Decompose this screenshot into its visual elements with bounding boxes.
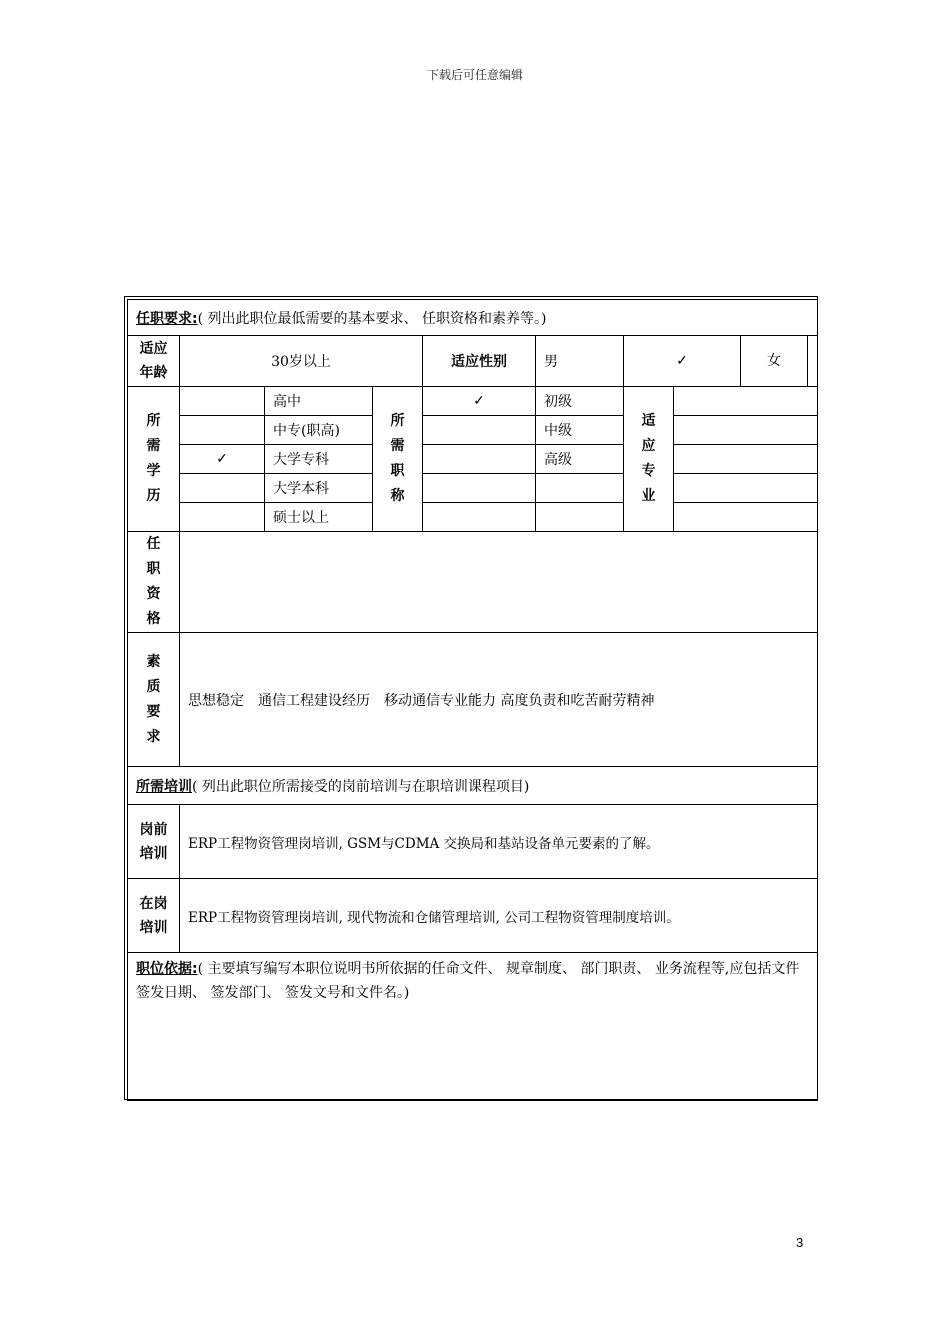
- gender-female: 女: [741, 336, 808, 386]
- title-check-0: ✓: [423, 387, 536, 416]
- major-label: 适 应 专 业: [624, 387, 674, 532]
- major-cell-3: [674, 474, 818, 503]
- title-check-4: [423, 503, 536, 532]
- major-cell-4: [674, 503, 818, 532]
- gender-male: 男: [536, 336, 624, 387]
- education-level-3: 大学本科: [265, 474, 373, 503]
- age-value: 30岁以上: [180, 336, 423, 387]
- major-cell-2: [674, 445, 818, 474]
- education-level-0: 高中: [265, 387, 373, 416]
- education-level-4: 硕士以上: [265, 503, 373, 532]
- quality-label: 素 质 要 求: [128, 633, 180, 767]
- title-level-1: 中级: [536, 416, 624, 445]
- title-level-3: [536, 474, 624, 503]
- pre-training-value: ERP工程物资管理岗培训, GSM与CDMA 交换局和基站设备单元要素的了解。: [180, 805, 818, 879]
- major-cell-0: [674, 387, 818, 416]
- title-level-4: [536, 503, 624, 532]
- basis-cell: [128, 953, 818, 1101]
- education-check-4: [180, 503, 265, 532]
- training-note: ( 列出此职位所需接受的岗前培训与在职培训课程项目): [192, 778, 530, 795]
- title-level-0: 初级: [536, 387, 624, 416]
- title-check-3: [423, 474, 536, 503]
- title-rank-label: 所 需 职 称: [373, 387, 423, 532]
- page-number: 3: [796, 1235, 804, 1250]
- header-note: 下载后可任意编辑: [426, 68, 523, 82]
- qualification-label: 任 职 资 格: [128, 532, 180, 633]
- education-check-2: ✓: [180, 445, 265, 474]
- education-level-2: 大学专科: [265, 445, 373, 474]
- education-label: 所 需 学 历: [128, 387, 180, 532]
- training-title: 所需培训: [136, 778, 192, 795]
- on-job-training-value: ERP工程物资管理岗培训, 现代物流和仓储管理培训, 公司工程物资管理制度培训。: [180, 879, 818, 953]
- major-cell-1: [674, 416, 818, 445]
- requirements-header: [128, 300, 818, 336]
- education-check-0: [180, 387, 265, 416]
- quality-value: 思想稳定 通信工程建设经历 移动通信专业能力 高度负责和吃苦耐劳精神: [180, 633, 818, 767]
- gender-female-cell: [741, 336, 818, 387]
- title-level-2: 高级: [536, 445, 624, 474]
- gender-male-check: ✓: [624, 336, 741, 387]
- pre-training-label: 岗前 培训: [128, 805, 180, 879]
- on-job-training-label: 在岗 培训: [128, 879, 180, 953]
- requirements-title: 任职要求:: [136, 310, 198, 327]
- basis-note: ( 主要填写编写本职位说明书所依据的任命文件、 规章制度、 部门职责、 业务流程等,应包括文件签发日期、 签发部门、 签发文号和文件名。): [136, 961, 800, 1001]
- education-check-1: [180, 416, 265, 445]
- education-check-3: [180, 474, 265, 503]
- title-check-1: [423, 416, 536, 445]
- qualification-value: [180, 532, 818, 633]
- title-check-2: [423, 445, 536, 474]
- training-header: [128, 767, 818, 805]
- gender-label: 适应性别: [423, 336, 536, 387]
- age-label: 适应 年龄: [128, 336, 180, 387]
- requirements-note: ( 列出此职位最低需要的基本要求、 任职资格和素养等。): [197, 310, 547, 327]
- basis-title: 职位依据:: [136, 961, 198, 977]
- education-level-1: 中专(职高): [265, 416, 373, 445]
- job-requirement-form: [127, 299, 818, 1101]
